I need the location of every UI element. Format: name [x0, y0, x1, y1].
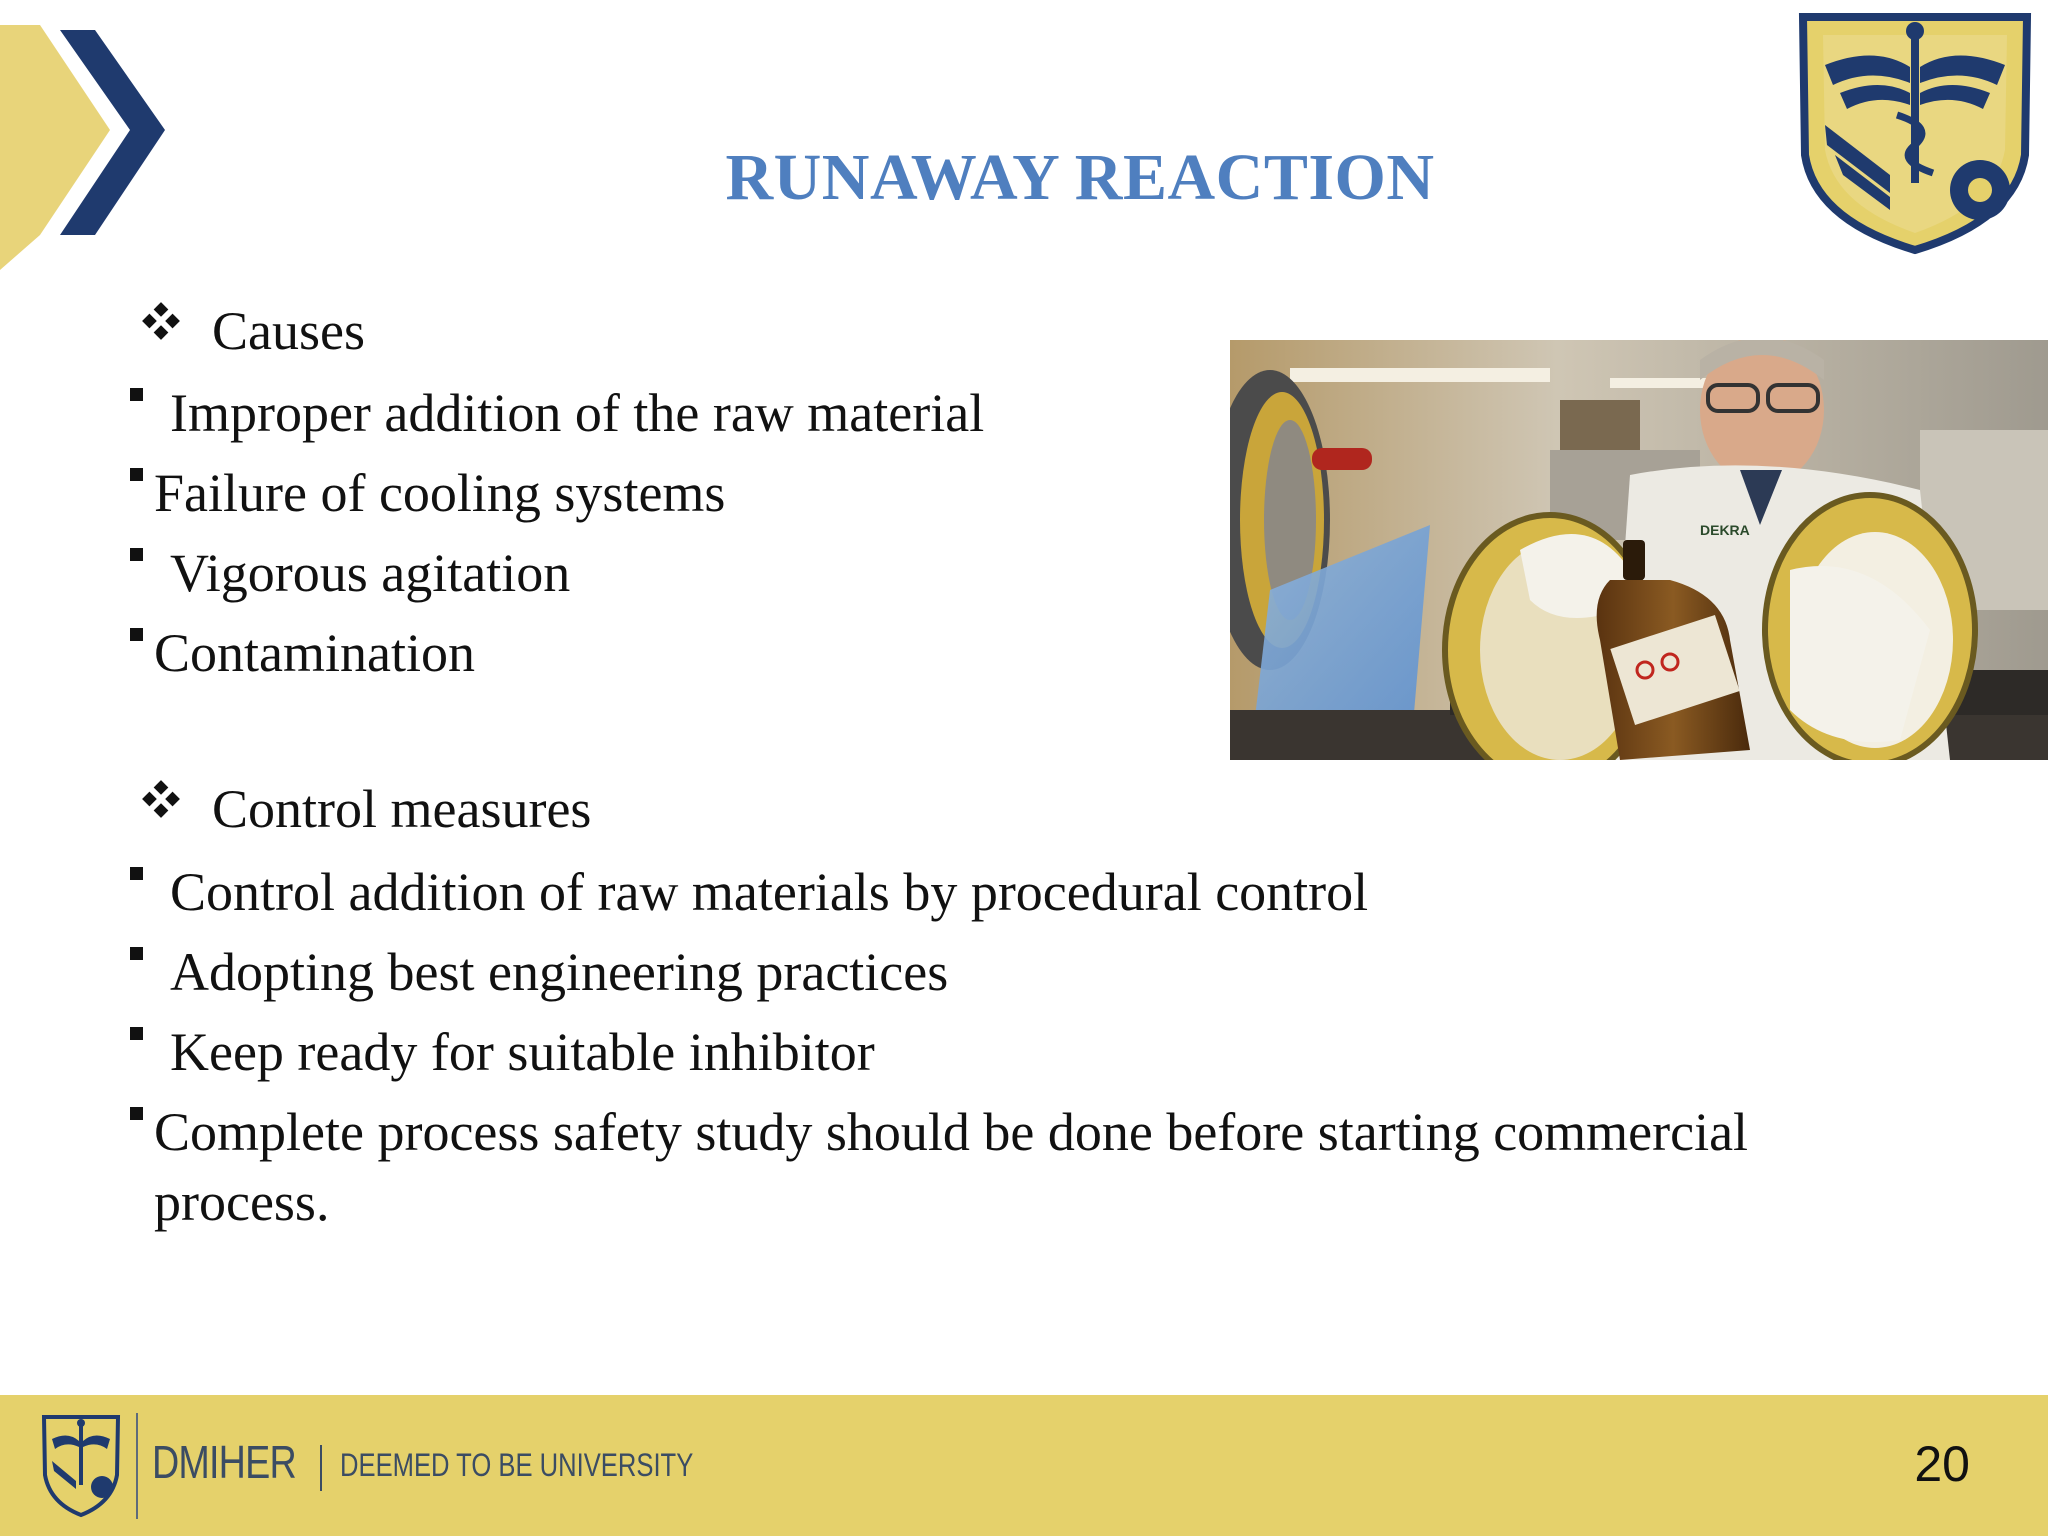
- lab-photo: [1230, 340, 2048, 760]
- list-item: Vigorous agitation: [124, 538, 570, 608]
- square-bullet-icon: [130, 1027, 143, 1040]
- square-bullet-icon: [130, 548, 143, 561]
- controls-heading-label: Control measures: [212, 779, 592, 839]
- diamond-bullet-icon: [140, 300, 182, 342]
- diamond-bullet-icon: [140, 778, 182, 820]
- slide-title: RUNAWAY REACTION: [725, 141, 1435, 214]
- university-crest-icon: [1785, 5, 2045, 255]
- footer-subtitle: DEEMED TO BE UNIVERSITY: [340, 1447, 694, 1483]
- footer-brand: DMIHER: [152, 1436, 296, 1488]
- square-bullet-icon: [130, 388, 143, 401]
- shirt-label: DEKRA: [1700, 522, 1750, 538]
- footer-separator: [320, 1445, 322, 1491]
- university-crest-icon: [40, 1413, 122, 1519]
- controls-heading: [140, 778, 591, 840]
- causes-heading: [140, 300, 365, 362]
- list-item: Adopting best engineering practices: [124, 937, 948, 1007]
- list-item: Contamination: [124, 618, 475, 688]
- square-bullet-icon: [130, 1107, 143, 1120]
- list-item: Improper addition of the raw material: [124, 378, 984, 448]
- list-item-continuation: process.: [154, 1172, 330, 1232]
- square-bullet-icon: [130, 628, 143, 641]
- footer-divider: [136, 1413, 138, 1519]
- list-item: Keep ready for suitable inhibitor: [124, 1017, 875, 1087]
- square-bullet-icon: [130, 947, 143, 960]
- list-item: Complete process safety study should be done before starting commercial: [124, 1097, 1748, 1167]
- list-item: Failure of cooling systems: [124, 458, 725, 528]
- footer-bar: [0, 1395, 2048, 1536]
- list-item: Control addition of raw materials by procedural control: [124, 857, 1368, 927]
- square-bullet-icon: [130, 867, 143, 880]
- page-number: 20: [1914, 1436, 1970, 1492]
- causes-heading-label: Causes: [212, 301, 365, 361]
- square-bullet-icon: [130, 468, 143, 481]
